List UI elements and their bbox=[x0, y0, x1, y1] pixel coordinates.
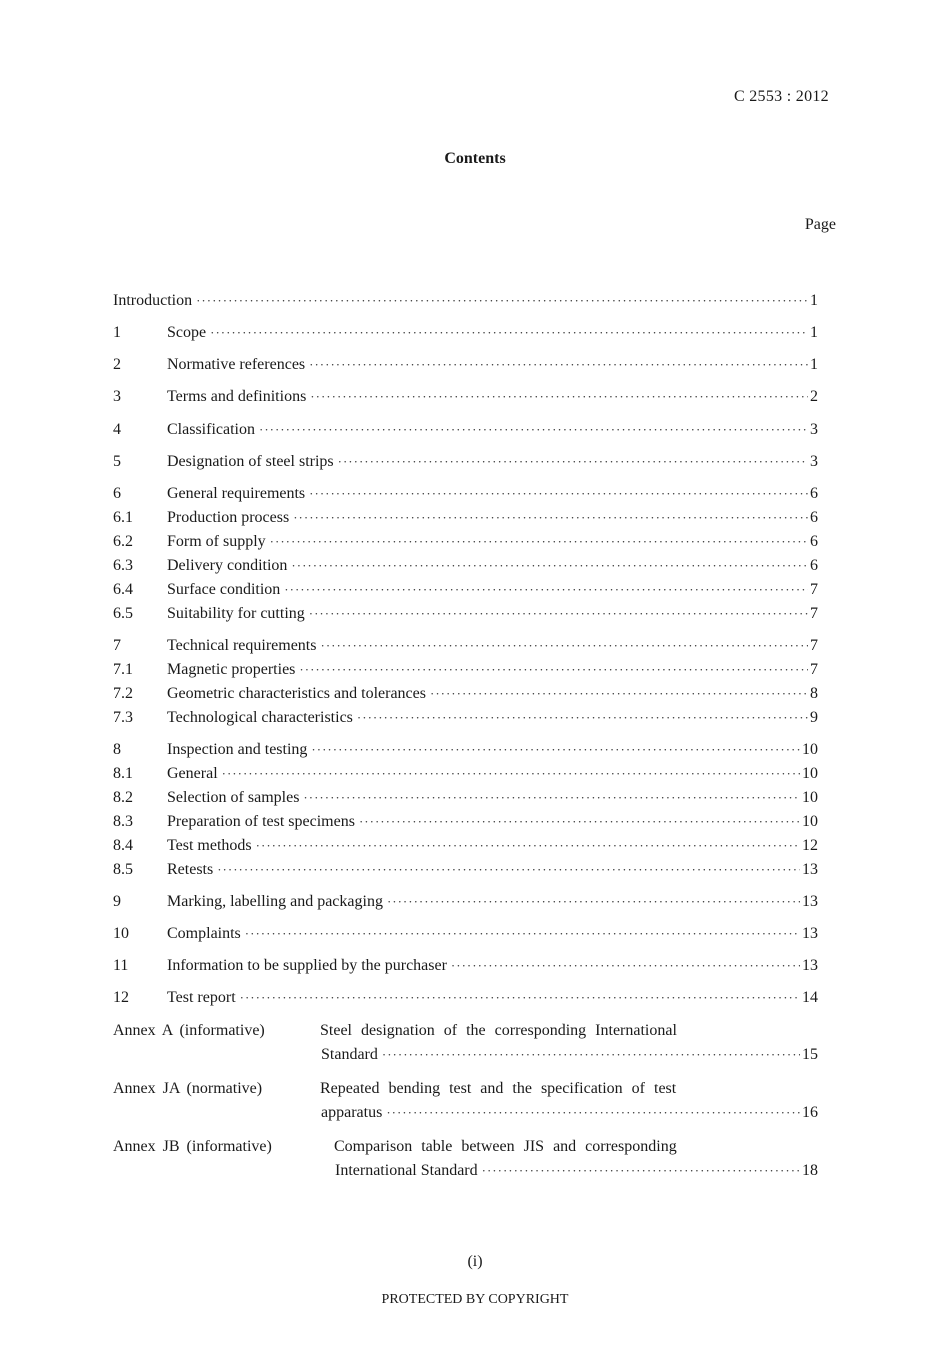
toc-entry bbox=[113, 604, 818, 624]
dot-leader bbox=[196, 291, 808, 311]
toc-entry bbox=[113, 452, 818, 472]
toc-entry bbox=[113, 956, 818, 976]
toc-entry-number: 6.5 bbox=[113, 605, 133, 622]
annex-label: Annex A (informative) bbox=[113, 1022, 265, 1039]
page-column-label: Page bbox=[804, 216, 836, 233]
dot-leader bbox=[309, 604, 808, 624]
toc-entry-title: Magnetic properties bbox=[167, 661, 296, 678]
dot-leader bbox=[310, 387, 808, 407]
toc-entry-page: 1 bbox=[810, 324, 818, 341]
toc-entry-number: 8.3 bbox=[113, 813, 133, 830]
toc-entry-page: 13 bbox=[802, 957, 818, 974]
toc-entry bbox=[113, 323, 818, 343]
dot-leader bbox=[256, 836, 800, 856]
toc-entry-page: 6 bbox=[810, 509, 818, 526]
dot-leader bbox=[387, 892, 800, 912]
toc-entry bbox=[113, 740, 818, 760]
toc-entry bbox=[113, 291, 818, 311]
toc-entry-number: 7.1 bbox=[113, 661, 133, 678]
annex-title-line2 bbox=[321, 1043, 818, 1067]
toc-entry-title: Retests bbox=[167, 861, 214, 878]
toc-entry-title: Suitability for cutting bbox=[167, 605, 305, 622]
toc-entry bbox=[113, 636, 818, 656]
toc-entry-page: 7 bbox=[810, 581, 818, 598]
dot-leader bbox=[284, 580, 808, 600]
toc-entry-title: Preparation of test specimens bbox=[167, 813, 355, 830]
toc-entry-number: 6.2 bbox=[113, 533, 133, 550]
annex-label: Annex JB (informative) bbox=[113, 1138, 272, 1155]
dot-leader bbox=[309, 355, 808, 375]
toc-entry-page: 6 bbox=[810, 557, 818, 574]
dot-leader bbox=[309, 484, 808, 504]
toc-entry-page: 10 bbox=[802, 813, 818, 830]
toc-entry-page: 10 bbox=[802, 765, 818, 782]
toc-entry-title: Test methods bbox=[167, 837, 252, 854]
dot-leader bbox=[338, 452, 808, 472]
toc-entry-title: Designation of steel strips bbox=[167, 453, 334, 470]
toc-entry-title: Information to be supplied by the purchaser bbox=[167, 957, 447, 974]
toc-entry-title: Production process bbox=[167, 509, 290, 526]
toc-entry-number: 7.3 bbox=[113, 709, 133, 726]
toc-entry bbox=[113, 812, 818, 832]
dot-leader bbox=[210, 323, 808, 343]
annex-entry bbox=[113, 1077, 818, 1125]
toc-entry-number: 6.4 bbox=[113, 581, 133, 598]
annex-title-line1: Steel designation of the corresponding International bbox=[320, 1022, 677, 1039]
toc-entry-number: 4 bbox=[113, 421, 121, 438]
toc-entry-page: 3 bbox=[810, 453, 818, 470]
toc-entry-number: 3 bbox=[113, 388, 121, 405]
toc-entry-page: 10 bbox=[802, 741, 818, 758]
toc-entry bbox=[113, 660, 818, 680]
toc-entry-page: 6 bbox=[810, 533, 818, 550]
toc-entry-page: 9 bbox=[810, 709, 818, 726]
toc-entry-page: 1 bbox=[810, 292, 818, 309]
toc-entry-page: 12 bbox=[802, 837, 818, 854]
toc-entry-title: Selection of samples bbox=[167, 789, 300, 806]
annex-title-line2 bbox=[321, 1101, 818, 1125]
toc-entry bbox=[113, 355, 818, 375]
annex-page: 16 bbox=[802, 1104, 818, 1121]
toc-entry-page: 7 bbox=[810, 637, 818, 654]
toc-entry-number: 9 bbox=[113, 893, 121, 910]
annex-title-line1: Repeated bending test and the specification of test bbox=[320, 1080, 677, 1097]
page-title: Contents bbox=[444, 150, 506, 167]
toc-entry-title: Scope bbox=[167, 324, 207, 341]
annex-page: 18 bbox=[802, 1162, 818, 1179]
toc-entry-number: 8 bbox=[113, 741, 121, 758]
toc-entry-title: Inspection and testing bbox=[167, 741, 308, 758]
toc-entry-page: 6 bbox=[810, 485, 818, 502]
toc-entry-page: 1 bbox=[810, 356, 818, 373]
toc-entry-number: 8.5 bbox=[113, 861, 133, 878]
toc-entry-title: Technical requirements bbox=[167, 637, 317, 654]
toc-entry bbox=[113, 484, 818, 504]
toc-entry-page: 8 bbox=[810, 685, 818, 702]
dot-leader bbox=[303, 788, 800, 808]
annex-label: Annex JA (normative) bbox=[113, 1080, 263, 1097]
dot-leader bbox=[222, 764, 800, 784]
toc-entry bbox=[113, 508, 818, 528]
dot-leader bbox=[386, 1101, 800, 1125]
toc-entry-number: 6.3 bbox=[113, 557, 133, 574]
toc-entry bbox=[113, 684, 818, 704]
toc-entry bbox=[113, 580, 818, 600]
toc-entry-number: 8.2 bbox=[113, 789, 133, 806]
toc-entry-number: 6.1 bbox=[113, 509, 133, 526]
toc-entry-title: Form of supply bbox=[167, 533, 266, 550]
dot-leader bbox=[482, 1159, 800, 1183]
annex-page: 15 bbox=[802, 1046, 818, 1063]
toc-entry-page: 3 bbox=[810, 421, 818, 438]
dot-leader bbox=[382, 1043, 800, 1067]
toc-entry-number: 2 bbox=[113, 356, 121, 373]
toc-entry-number: 1 bbox=[113, 324, 121, 341]
toc-entry-number: 8.1 bbox=[113, 765, 133, 782]
dot-leader bbox=[217, 860, 800, 880]
toc-entry-page: 10 bbox=[802, 789, 818, 806]
toc-entry-title: Surface condition bbox=[167, 581, 281, 598]
toc-entry-title: Delivery condition bbox=[167, 557, 288, 574]
toc-entry-number: 10 bbox=[113, 925, 129, 942]
dot-leader bbox=[357, 708, 808, 728]
toc-entry-page: 13 bbox=[802, 861, 818, 878]
toc-entry-number: 7 bbox=[113, 637, 121, 654]
dot-leader bbox=[311, 740, 800, 760]
dot-leader bbox=[451, 956, 800, 976]
toc-entry-title: Test report bbox=[167, 989, 236, 1006]
toc-entry-number: 5 bbox=[113, 453, 121, 470]
toc-entry bbox=[113, 556, 818, 576]
dot-leader bbox=[240, 988, 800, 1008]
toc-entry-page: 7 bbox=[810, 661, 818, 678]
dot-leader bbox=[430, 684, 808, 704]
dot-leader bbox=[259, 420, 808, 440]
toc-entry-title: General bbox=[167, 765, 218, 782]
dot-leader bbox=[320, 636, 808, 656]
annex-title-continuation: International Standard bbox=[335, 1162, 478, 1179]
toc-entry-number: 12 bbox=[113, 989, 129, 1006]
document-id: C 2553 : 2012 bbox=[733, 88, 829, 105]
toc-entry-title: Complaints bbox=[167, 925, 241, 942]
toc-entry-title: Technological characteristics bbox=[167, 709, 353, 726]
annex-entry bbox=[113, 1135, 818, 1183]
toc-entry-page: 13 bbox=[802, 925, 818, 942]
toc-entry-number: 7.2 bbox=[113, 685, 133, 702]
toc-entry-number: 8.4 bbox=[113, 837, 133, 854]
toc-entry bbox=[113, 836, 818, 856]
dot-leader bbox=[291, 556, 808, 576]
dot-leader bbox=[293, 508, 808, 528]
dot-leader bbox=[359, 812, 800, 832]
toc-entry-page: 7 bbox=[810, 605, 818, 622]
toc-entry bbox=[113, 988, 818, 1008]
annex-title-continuation: apparatus bbox=[321, 1104, 383, 1121]
toc-entry bbox=[113, 420, 818, 440]
dot-leader bbox=[270, 532, 808, 552]
toc-entry bbox=[113, 924, 818, 944]
toc-entry-title: Marking, labelling and packaging bbox=[167, 893, 383, 910]
toc-entry bbox=[113, 892, 818, 912]
footer-page-number: (i) bbox=[467, 1253, 483, 1270]
toc-entry bbox=[113, 387, 818, 407]
toc-entry-page: 14 bbox=[802, 989, 818, 1006]
toc-entry bbox=[113, 764, 818, 784]
dot-leader bbox=[245, 924, 800, 944]
toc-entry bbox=[113, 532, 818, 552]
toc-entry bbox=[113, 708, 818, 728]
copyright-notice: PROTECTED BY COPYRIGHT bbox=[381, 1292, 569, 1307]
toc-entry-title: Terms and definitions bbox=[167, 388, 307, 405]
toc-entry-number: 6 bbox=[113, 485, 121, 502]
dot-leader bbox=[299, 660, 808, 680]
toc-entry bbox=[113, 860, 818, 880]
annex-entry bbox=[113, 1019, 818, 1067]
toc-entry-page: 2 bbox=[810, 388, 818, 405]
annex-title-line1: Comparison table between JIS and corresponding bbox=[334, 1138, 677, 1155]
toc-entry-title: General requirements bbox=[167, 485, 306, 502]
annex-title-line2 bbox=[335, 1159, 818, 1183]
toc-entry bbox=[113, 788, 818, 808]
toc-entry-title: Classification bbox=[167, 421, 255, 438]
toc-entry-title: Introduction bbox=[113, 292, 193, 309]
annex-title-continuation: Standard bbox=[321, 1046, 378, 1063]
toc-entry-title: Geometric characteristics and tolerances bbox=[167, 685, 426, 702]
toc-entry-number: 11 bbox=[113, 957, 129, 974]
toc-entry-page: 13 bbox=[802, 893, 818, 910]
toc-entry-title: Normative references bbox=[167, 356, 306, 373]
